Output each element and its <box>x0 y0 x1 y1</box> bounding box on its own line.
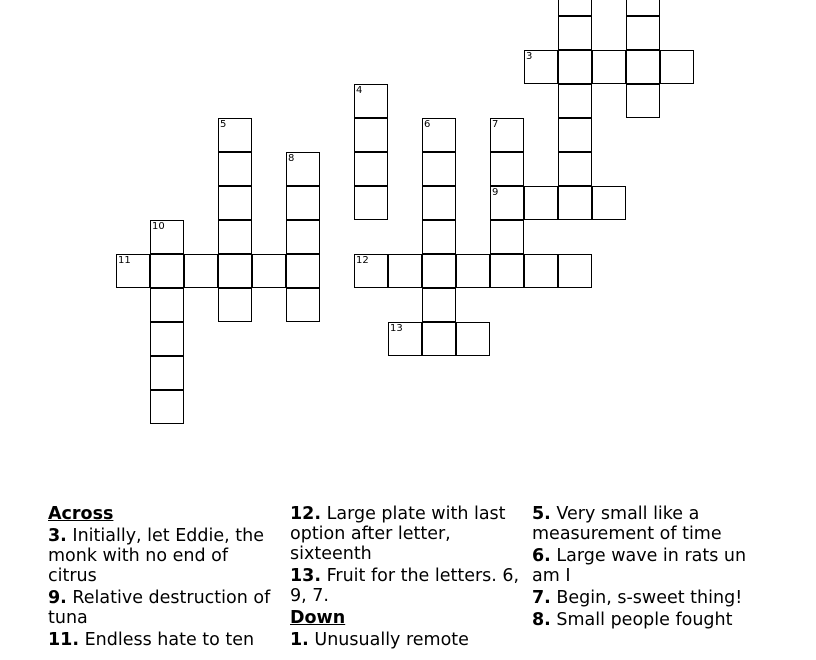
clue-text: Large plate with last option after letter, sixteenth <box>290 504 506 564</box>
clue-text: Very small like a measurement of time <box>532 504 722 544</box>
grid-cell[interactable] <box>490 220 524 254</box>
grid-cell[interactable] <box>558 16 592 50</box>
clue-number-label: 12 <box>356 255 369 266</box>
grid-cell[interactable] <box>218 186 252 220</box>
grid-cell[interactable] <box>252 254 286 288</box>
grid-cell[interactable] <box>422 254 456 288</box>
clue-text: Relative destruction of tuna <box>48 588 271 628</box>
grid-cell-9[interactable] <box>490 186 524 220</box>
grid-cell-10[interactable] <box>150 220 184 254</box>
clue-text: Large wave in rats un am I <box>532 546 747 586</box>
grid-cell[interactable] <box>626 16 660 50</box>
clue-across-12 <box>290 504 522 564</box>
grid-cell[interactable] <box>558 84 592 118</box>
grid-cell[interactable] <box>524 254 558 288</box>
grid-cell-3[interactable] <box>524 50 558 84</box>
clue-number: 1. <box>290 630 309 650</box>
clue-number: 11. <box>48 630 80 650</box>
clue-text: Begin, s-sweet thing! <box>556 588 743 608</box>
grid-cell[interactable] <box>626 0 660 16</box>
grid-cell[interactable] <box>626 50 660 84</box>
grid-cell[interactable] <box>184 254 218 288</box>
clue-text: Initially, let Eddie, the monk with no end of citrus <box>48 526 264 586</box>
grid-cell[interactable] <box>150 390 184 424</box>
grid-cell[interactable] <box>150 356 184 390</box>
grid-cell[interactable] <box>422 322 456 356</box>
clue-number-label: 11 <box>118 255 131 266</box>
clue-text: Fruit for the letters. 6, 9, 7. <box>290 566 520 606</box>
clue-across-13 <box>290 566 522 606</box>
grid-cell[interactable] <box>558 50 592 84</box>
grid-cell[interactable] <box>592 186 626 220</box>
grid-cell-5[interactable] <box>218 118 252 152</box>
clue-down-5 <box>532 504 764 544</box>
clues-column-2 <box>290 504 522 652</box>
grid-cell[interactable] <box>422 186 456 220</box>
clue-down-7 <box>532 588 764 608</box>
grid-cell[interactable] <box>558 152 592 186</box>
grid-cell[interactable] <box>558 118 592 152</box>
clue-text: Endless hate to ten <box>84 630 255 650</box>
grid-cell[interactable] <box>456 254 490 288</box>
clue-text: Unusually remote <box>314 630 469 650</box>
grid-cell[interactable] <box>218 152 252 186</box>
grid-cell[interactable] <box>354 152 388 186</box>
clue-number-label: 13 <box>390 323 403 334</box>
clue-number-label: 9 <box>492 187 499 198</box>
grid-cell[interactable] <box>150 254 184 288</box>
grid-cell[interactable] <box>558 254 592 288</box>
grid-cell[interactable] <box>592 50 626 84</box>
grid-cell[interactable] <box>422 220 456 254</box>
clue-number: 9. <box>48 588 67 608</box>
grid-cell[interactable] <box>626 84 660 118</box>
clue-number: 7. <box>532 588 551 608</box>
grid-cell[interactable] <box>388 254 422 288</box>
clue-number: 8. <box>532 610 551 630</box>
grid-cell[interactable] <box>422 152 456 186</box>
clue-number-label: 5 <box>220 119 227 130</box>
grid-cell[interactable] <box>218 288 252 322</box>
across-heading: Across <box>48 504 114 524</box>
clues-column-1 <box>48 504 280 652</box>
clue-number-label: 6 <box>424 119 431 130</box>
clue-number-label: 7 <box>492 119 499 130</box>
grid-cell-12[interactable] <box>354 254 388 288</box>
clue-across-9 <box>48 588 280 628</box>
clue-number-label: 10 <box>152 221 165 232</box>
grid-cell[interactable] <box>354 118 388 152</box>
clue-down-1 <box>290 630 522 650</box>
clues-column-3 <box>532 504 764 632</box>
grid-cell[interactable] <box>150 322 184 356</box>
grid-cell[interactable] <box>286 254 320 288</box>
grid-cell[interactable] <box>218 220 252 254</box>
grid-cell-8[interactable] <box>286 152 320 186</box>
clue-number: 5. <box>532 504 551 524</box>
clue-number: 3. <box>48 526 67 546</box>
grid-cell[interactable] <box>286 288 320 322</box>
grid-cell[interactable] <box>524 186 558 220</box>
grid-cell[interactable] <box>354 186 388 220</box>
clue-across-11 <box>48 630 280 650</box>
grid-cell[interactable] <box>490 152 524 186</box>
grid-cell[interactable] <box>218 254 252 288</box>
clue-number-label: 8 <box>288 153 295 164</box>
grid-cell[interactable] <box>660 50 694 84</box>
grid-cell-11[interactable] <box>116 254 150 288</box>
grid-cell[interactable] <box>422 288 456 322</box>
clue-number: 13. <box>290 566 322 586</box>
clue-number-label: 3 <box>526 51 533 62</box>
clue-number: 6. <box>532 546 551 566</box>
grid-cell[interactable] <box>150 288 184 322</box>
grid-cell-6[interactable] <box>422 118 456 152</box>
grid-cell-13[interactable] <box>388 322 422 356</box>
grid-cell[interactable] <box>558 0 592 16</box>
grid-cell-7[interactable] <box>490 118 524 152</box>
grid-cell[interactable] <box>456 322 490 356</box>
clue-down-8 <box>532 610 764 630</box>
down-heading: Down <box>290 608 346 628</box>
clue-down-6 <box>532 546 764 586</box>
clue-number-label: 4 <box>356 85 363 96</box>
clue-across-3 <box>48 526 280 586</box>
grid-cell[interactable] <box>286 186 320 220</box>
grid-cell[interactable] <box>558 186 592 220</box>
clue-number: 12. <box>290 504 322 524</box>
grid-cell[interactable] <box>490 254 524 288</box>
grid-cell-4[interactable] <box>354 84 388 118</box>
grid-cell[interactable] <box>286 220 320 254</box>
clue-text: Small people fought <box>556 610 733 630</box>
